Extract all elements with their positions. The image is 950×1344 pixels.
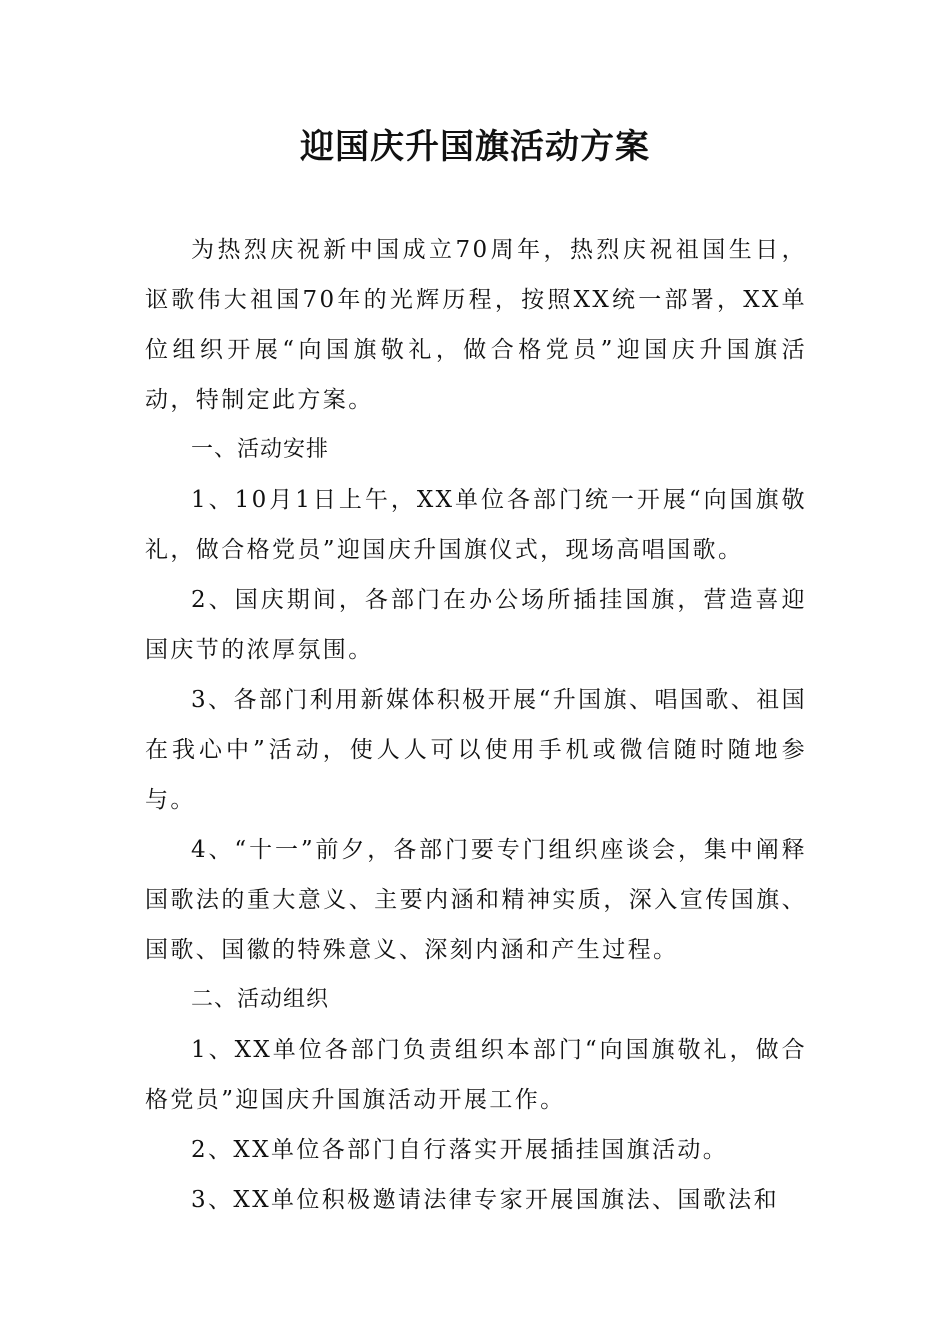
section-heading-activity-arrangement: 一、活动安排 bbox=[191, 437, 330, 462]
document-title: 迎国庆升国旗活动方案 bbox=[300, 127, 650, 167]
intro-paragraph: 为热烈庆祝新中国成立70周年，热烈庆祝祖国生日，讴歌伟大祖国70年的光辉历程，按照XX统一部署，XX单位组织开展“向国旗敬礼，做合格党员”迎国庆升国旗活动，特制定此方案。 bbox=[145, 237, 808, 413]
section-heading-activity-organization: 二、活动组织 bbox=[191, 987, 330, 1012]
list-item: 3、各部门利用新媒体积极开展“升国旗、唱国歌、祖国在我心中”活动，使人人可以使用手机或微信随时随地参与。 bbox=[145, 687, 807, 813]
list-item: 1、XX单位各部门负责组织本部门“向国旗敬礼，做合格党员”迎国庆升国旗活动开展工作。 bbox=[145, 1037, 807, 1113]
list-item: 3、XX单位积极邀请法律专家开展国旗法、国歌法和 bbox=[191, 1187, 779, 1213]
list-item: 1、10月1日上午，XX单位各部门统一开展“向国旗敬礼，做合格党员”迎国庆升国旗仪式，现场高唱国歌。 bbox=[145, 487, 807, 563]
list-item: 2、XX单位各部门自行落实开展插挂国旗活动。 bbox=[191, 1137, 729, 1163]
list-item: 4、“十一”前夕，各部门要专门组织座谈会，集中阐释国歌法的重大意义、主要内涵和精神实质，深入宣传国旗、国歌、国徽的特殊意义、深刻内涵和产生过程。 bbox=[145, 837, 807, 963]
list-item: 2、国庆期间，各部门在办公场所插挂国旗，营造喜迎国庆节的浓厚氛围。 bbox=[145, 587, 807, 663]
document-body bbox=[145, 225, 807, 1225]
